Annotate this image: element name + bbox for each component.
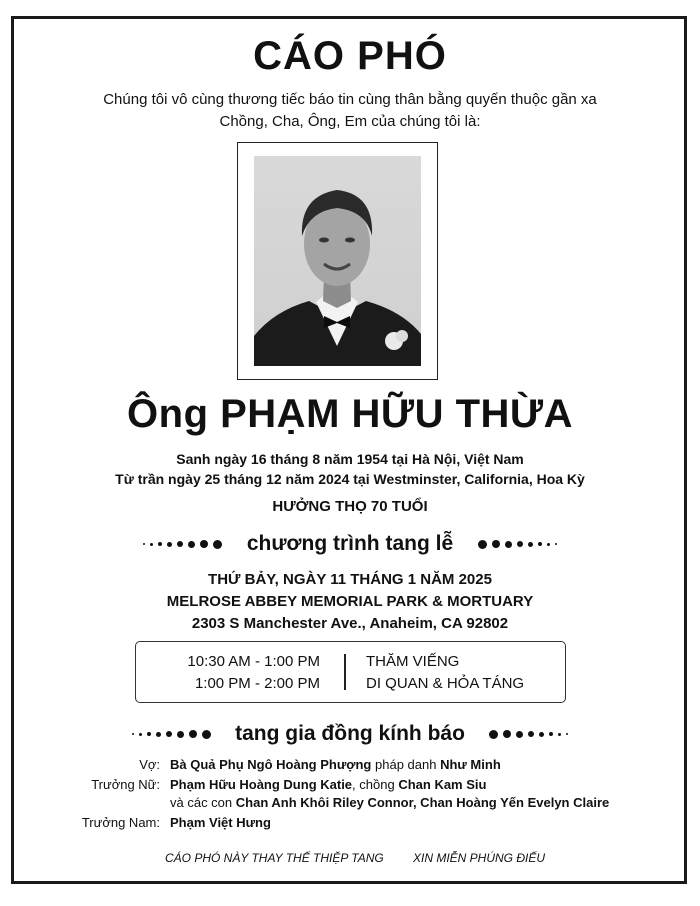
schedule-time: 1:00 PM - 2:00 PM: [194, 675, 320, 692]
eldest-daughter-mid: , chồng: [352, 777, 395, 792]
schedule-event: THĂM VIẾNG: [366, 653, 460, 670]
life-dates: [0, 449, 700, 489]
venue-info: [0, 569, 700, 635]
schedule-divider: [344, 654, 346, 690]
service-heading: [0, 532, 700, 556]
eldest-daughter-name: Phạm Hữu Hoàng Dung Katie: [170, 777, 353, 792]
family-heading-label: tang gia đồng kính báo: [235, 722, 465, 745]
intro-line-2: Chồng, Cha, Ông, Em của chúng tôi là:: [219, 113, 481, 130]
children-names: Chan Anh Khôi Riley Connor, Chan Hoàng Yến Evelyn Claire: [235, 795, 610, 810]
footer-left-note: CÁO PHÓ NÀY THAY THẾ THIỆP TANG: [165, 851, 384, 865]
footer-right-note: XIN MIỄN PHÚNG ĐIẾU: [413, 851, 546, 865]
dots-ornament-right: [475, 540, 559, 549]
family-role: Trưởng Nam:: [81, 815, 160, 830]
deceased-name: Ông PHẠM HỮU THỪA: [127, 392, 573, 436]
birth-line: Sanh ngày 16 tháng 8 năm 1954 tại Hà Nội, Việt Nam: [176, 451, 524, 467]
dots-ornament-left: [129, 730, 213, 739]
portrait-frame: [237, 142, 438, 380]
dots-ornament-right: [487, 730, 571, 739]
family-role: Trưởng Nữ:: [91, 777, 160, 792]
schedule-time: 10:30 AM - 1:00 PM: [187, 653, 320, 670]
family-role: Vợ:: [139, 757, 160, 772]
intro-line-1: Chúng tôi vô cùng thương tiếc báo tin cùng thân bằng quyến thuộc gần xa: [103, 91, 597, 108]
service-heading-label: chương trình tang lễ: [246, 532, 454, 555]
venue-address: 2303 S Manchester Ave., Anaheim, CA 92802: [191, 615, 509, 632]
portrait-photo: [254, 156, 421, 366]
age-line: HƯỞNG THỌ 70 TUỔI: [272, 498, 428, 515]
family-heading: [0, 722, 700, 746]
wife-mid: pháp danh: [375, 757, 437, 772]
wife-name: Bà Quả Phụ Ngô Hoàng Phượng: [170, 757, 372, 772]
service-date: THỨ BẢY, NGÀY 11 THÁNG 1 NĂM 2025: [208, 571, 492, 588]
schedule-event: DI QUAN & HỎA TÁNG: [366, 675, 525, 692]
page-title: CÁO PHÓ: [253, 34, 447, 78]
venue-name: MELROSE ABBEY MEMORIAL PARK & MORTUARY: [166, 593, 534, 610]
intro-text: [0, 89, 700, 133]
eldest-daughter-husband: Chan Kam Siu: [398, 777, 487, 792]
schedule-box: [135, 641, 566, 703]
children-prefix: và các con: [170, 795, 233, 810]
death-line: Từ trần ngày 25 tháng 12 năm 2024 tại Westminster, California, Hoa Kỳ: [115, 471, 585, 487]
eldest-son-name: Phạm Việt Hưng: [170, 815, 271, 830]
dots-ornament-left: [141, 540, 225, 549]
wife-dharma-name: Như Minh: [440, 757, 501, 772]
